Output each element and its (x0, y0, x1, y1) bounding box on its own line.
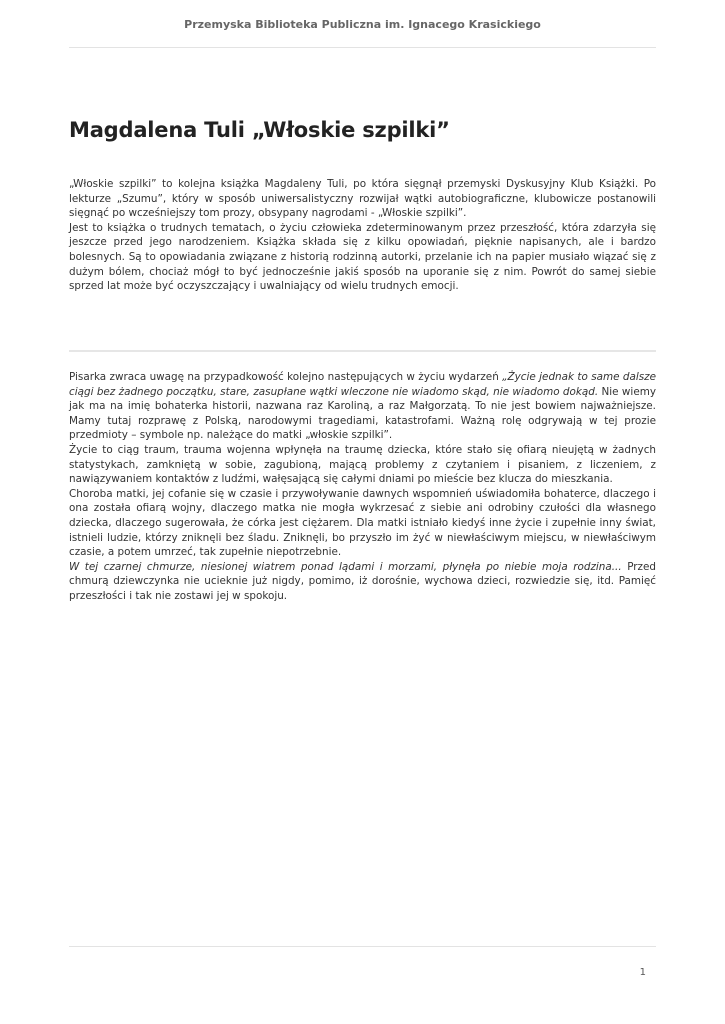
intro-paragraph: „Włoskie szpilki” to kolejna książka Magdaleny Tuli, po która sięgnął przemyski Dyskusyjny Klub Książki. Po lekturze „Szumu”, który w sposób uniwersalistyczny rozwijał wątki autobiograficzne, klubowicze postanowili sięgnąć po wcześniejszy tom prozy, obsypany nagrodami - „Włoskie szpilki”. (69, 178, 656, 220)
body-paragraph (69, 370, 656, 443)
article-intro (69, 177, 656, 294)
intro-paragraph: Jest to książka o trudnych tematach, o życiu człowieka zdeterminowanym przez przeszłość, która zdarzyła się jeszcze przed jego narodzeniem. Książka składa się z kilku opowiadań, pięknie napisanych, ale i bardzo bolesnych. Są to opowiadania związane z historią rodzinną autorki, przelanie ich na papier musiało wiązać się z dużym bólem, chociaż mógł to być jednocześnie jakiś sposób na uporanie się z nim. Powrót do samej siebie sprzed lat może być oczyszczający i uwalniający od wielu trudnych emocji. (69, 221, 656, 293)
footer-divider (69, 946, 656, 947)
body-paragraph: Życie to ciąg traum, trauma wojenna wpłynęła na traumę dziecka, które stało się ofiarą nieujętą w żadnych statystykach, zamkniętą w sobie, zagubioną, mającą problemy z czytaniem i pisaniem, z liczeniem, z nawiązywaniem kontaktów z ludźmi, wałęsającą się całymi dniami po mieście bez klucza do mieszkania. (69, 443, 656, 486)
header-divider (69, 47, 656, 48)
body-paragraph: Choroba matki, jej cofanie się w czasie i przywoływanie dawnych wspomnień uświadomiła bohaterce, dlaczego i ona została ofiarą wojny, dlaczego matka nie mogła wykrzesać z siebie ani odrobiny czułości dla własnego dziecka, dlaczego sugerowała, że córka jest ciężarem. Dla matki istniało kiedyś inne życie i zupełnie inny świat, istnieli ludzie, którzy zniknęli bez śladu. Zniknęli, bo przyszło im żyć w niewłaściwym miejscu, w niewłaściwym czasie, a potem umrzeć, tak zupełnie niepotrzebnie. (69, 487, 656, 559)
article-body (69, 370, 656, 604)
body-paragraph (69, 560, 656, 604)
article-title: Magdalena Tuli „Włoskie szpilki” (69, 118, 450, 142)
site-header-title: Przemyska Biblioteka Publiczna im. Ignacego Krasickiego (184, 18, 541, 31)
quote-text: „Życie jednak to same dalsze ciągi bez żadnego początku, stare, zasupłane wątki wleczone nie wiadomo skąd, nie wiadomo dokąd. (69, 371, 656, 398)
section-divider (69, 350, 656, 352)
body-text: Przed chmurą dziewczynka nie ucieknie już nigdy, pomimo, iż dorośnie, wychowa dzieci, rozwiedzie się, itd. Pamięć przeszłości i tak nie zostawi jej w spokoju. (69, 560, 656, 602)
page-number: 1 (639, 967, 646, 978)
body-text: Nie wiemy jak ma na imię bohaterka historii, nazwana raz Karoliną, a raz Małgorzatą. To nie jest bowiem najważniejsze. Mamy tutaj rozprawę z Polską, narodowymi tragediami, katastrofami. Ważną rolę odgrywają w tej prozie przedmioty – symbole np. należące do matki „włoskie szpilki”. (69, 385, 656, 442)
quote-text: W tej czarnej chmurze, niesionej wiatrem ponad lądami i morzami, płynęła po niebie moja rodzina... (69, 560, 622, 573)
body-text: Pisarka zwraca uwagę na przypadkowość kolejno następujących w życiu wydarzeń (69, 371, 503, 383)
